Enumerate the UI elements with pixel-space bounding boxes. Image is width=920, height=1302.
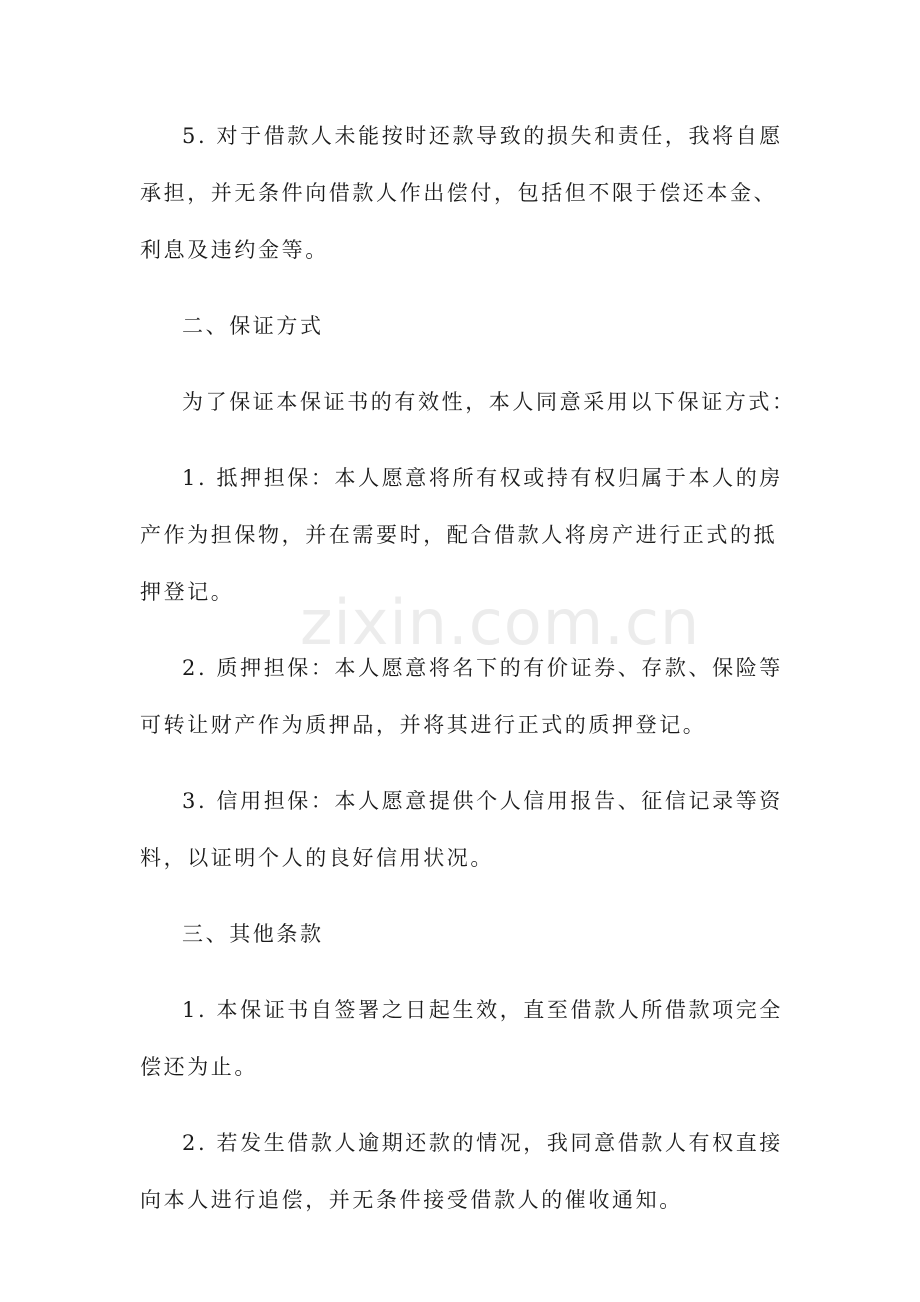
mortgage-guarantee-paragraph: 1. 抵押担保：本人愿意将所有权或持有权归属于本人的房产作为担保物，并在需要时，配合借款人将房产进行正式的抵押登记。 (140, 466, 783, 604)
document-body (140, 108, 800, 1248)
section-heading-guarantee-method: 二、保证方式 (182, 314, 324, 338)
pledge-guarantee-paragraph: 2. 质押担保：本人愿意将名下的有价证券、存款、保险等可转让财产作为质押品，并将其进行正式的质押登记。 (140, 656, 783, 737)
guarantee-intro-paragraph: 为了保证本保证书的有效性，本人同意采用以下保证方式： (182, 390, 796, 414)
clause-5-paragraph: 5. 对于借款人未能按时还款导致的损失和责任，我将自愿承担，并无条件向借款人作出偿付，包括但不限于偿还本金、利息及违约金等。 (140, 124, 783, 262)
watermark-text: zixin.com.cn (300, 586, 701, 659)
section-heading-other-terms: 三、其他条款 (182, 922, 324, 946)
overdue-recovery-paragraph: 2. 若发生借款人逾期还款的情况，我同意借款人有权直接向本人进行追偿，并无条件接受借款人的催收通知。 (140, 1131, 783, 1212)
credit-guarantee-paragraph: 3. 信用担保：本人愿意提供个人信用报告、征信记录等资料，以证明个人的良好信用状况。 (140, 789, 783, 870)
effective-term-paragraph: 1. 本保证书自签署之日起生效，直至借款人所借款项完全偿还为止。 (140, 998, 783, 1079)
